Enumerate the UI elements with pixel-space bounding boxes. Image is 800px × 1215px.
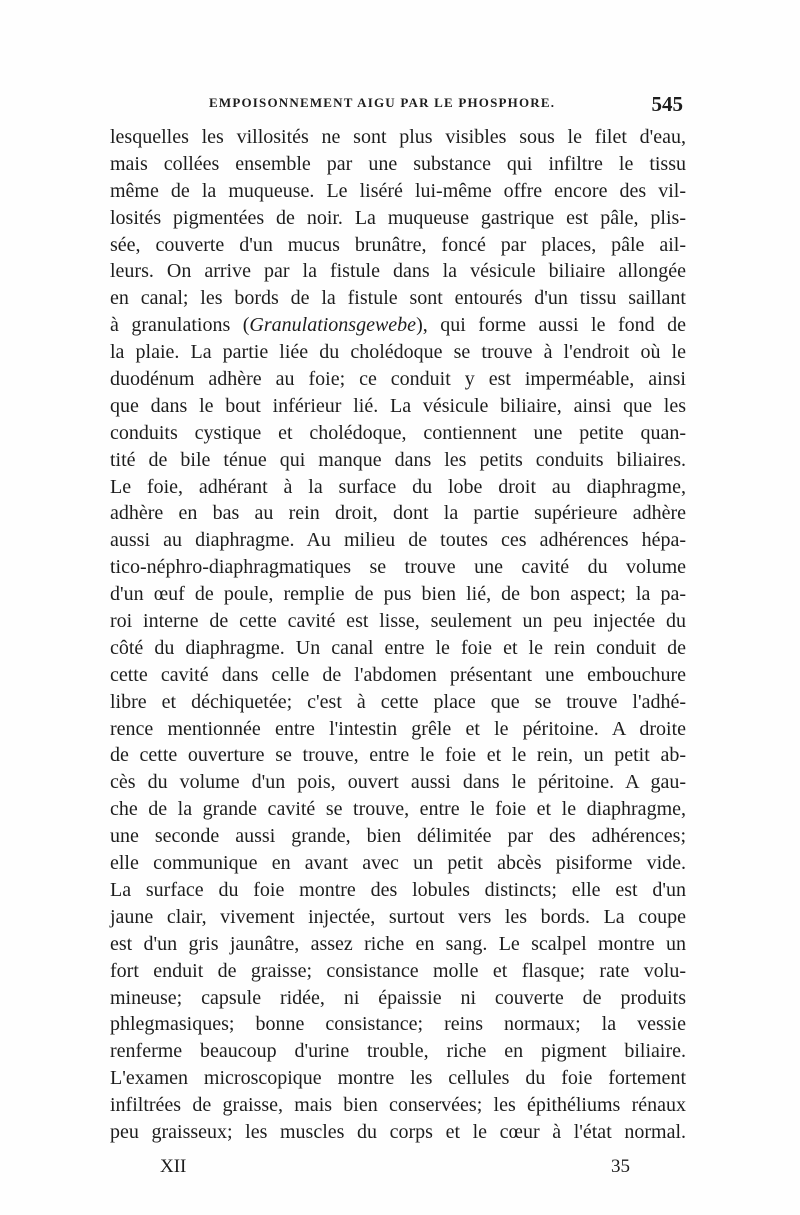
text-line: che de la grande cavité se trouve, entre le foie et le diaphragme, xyxy=(110,798,686,821)
text-line: infiltrées de graisse, mais bien conservées; les épithéliums rénaux xyxy=(110,1094,686,1117)
text-line: en canal; les bords de la fistule sont entourés d'un tissu saillant xyxy=(110,287,686,310)
text-line: renferme beaucoup d'urine trouble, riche en pigment biliaire. xyxy=(110,1040,686,1063)
page-footer xyxy=(160,1156,630,1182)
text-line: libre et déchiquetée; c'est à cette place que se trouve l'adhé- xyxy=(110,690,686,713)
running-head: EMPOISONNEMENT AIGU PAR LE PHOSPHORE. xyxy=(209,95,556,110)
signature-number: 35 xyxy=(611,1156,630,1177)
text-line: à granulations (Granulationsgewebe), qui forme aussi le fond de xyxy=(110,314,686,337)
page-header xyxy=(113,93,683,117)
text-line: conduits cystique et cholédoque, contiennent une petite quan- xyxy=(110,421,686,444)
text-line: cette cavité dans celle de l'abdomen présentant une embouchure xyxy=(110,663,686,686)
italic-term: Granulationsgewebe xyxy=(249,314,417,337)
text-line: aussi au diaphragme. Au milieu de toutes ces adhérences hépa- xyxy=(110,529,686,552)
text-line: duodénum adhère au foie; ce conduit y est imperméable, ainsi xyxy=(110,368,686,391)
text-line: d'un œuf de poule, remplie de pus bien lié, de bon aspect; la pa- xyxy=(110,583,686,606)
text-line: rence mentionnée entre l'intestin grêle et le péritoine. A droite xyxy=(110,717,686,740)
text-line: phlegmasiques; bonne consistance; reins normaux; la vessie xyxy=(110,1013,686,1036)
text-line: tico-néphro-diaphragmatiques se trouve une cavité du volume xyxy=(110,556,686,579)
text-line: de cette ouverture se trouve, entre le foie et le rein, un petit ab- xyxy=(110,744,686,767)
body-text xyxy=(110,124,686,1146)
text-line: adhère en bas au rein droit, dont la partie supérieure adhère xyxy=(110,502,686,525)
text-line: même de la muqueuse. Le liséré lui-même offre encore des vil- xyxy=(110,179,686,202)
text-line: une seconde aussi grande, bien délimitée par des adhérences; xyxy=(110,825,686,848)
text-line: losités pigmentées de noir. La muqueuse gastrique est pâle, plis- xyxy=(110,206,686,229)
text-line: fort enduit de graisse; consistance molle et flasque; rate volu- xyxy=(110,959,686,982)
text-line: leurs. On arrive par la fistule dans la vésicule biliaire allongée xyxy=(110,260,686,283)
text-line: peu graisseux; les muscles du corps et le cœur à l'état normal. xyxy=(110,1120,686,1143)
text-line: la plaie. La partie liée du cholédoque se trouve à l'endroit où le xyxy=(110,341,686,364)
text-line: est d'un gris jaunâtre, assez riche en sang. Le scalpel montre un xyxy=(110,932,686,955)
text-line: mais collées ensemble par une substance qui infiltre le tissu xyxy=(110,152,686,175)
text-line: cès du volume d'un pois, ouvert aussi dans le péritoine. A gau- xyxy=(110,771,686,794)
text-line: elle communique en avant avec un petit abcès pisiforme vide. xyxy=(110,852,686,875)
text-line: mineuse; capsule ridée, ni épaissie ni couverte de produits xyxy=(110,986,686,1009)
text-line: jaune clair, vivement injectée, surtout vers les bords. La coupe xyxy=(110,905,686,928)
text-line: sée, couverte d'un mucus brunâtre, foncé par places, pâle ail- xyxy=(110,233,686,256)
text-line: lesquelles les villosités ne sont plus visibles sous le filet d'eau, xyxy=(110,126,686,148)
page-number: 545 xyxy=(651,92,683,116)
text-line: L'examen microscopique montre les cellules du foie fortement xyxy=(110,1067,686,1090)
text-line: La surface du foie montre des lobules distincts; elle est d'un xyxy=(110,878,686,901)
text-line: roi interne de cette cavité est lisse, seulement un peu injectée du xyxy=(110,610,686,633)
text-line: Le foie, adhérant à la surface du lobe droit au diaphragme, xyxy=(110,475,686,498)
text-line: que dans le bout inférieur lié. La vésicule biliaire, ainsi que les xyxy=(110,394,686,417)
text-line: côté du diaphragme. Un canal entre le foie et le rein conduit de xyxy=(110,636,686,659)
text-line: tité de bile ténue qui manque dans les petits conduits biliaires. xyxy=(110,448,686,471)
printer-signature: XII xyxy=(160,1156,187,1177)
